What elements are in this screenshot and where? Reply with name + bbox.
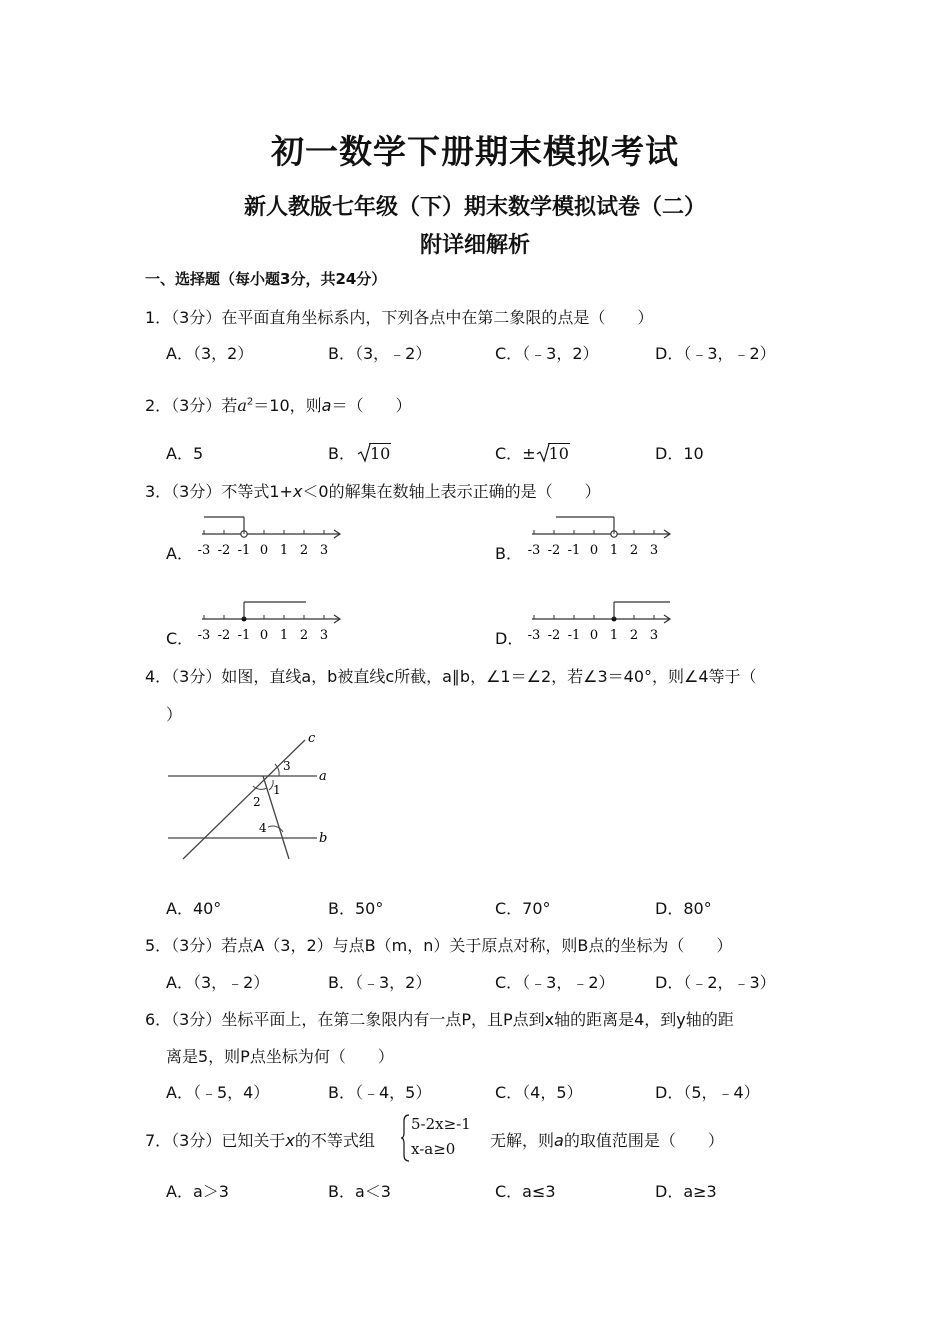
tick-label: -3 (197, 628, 211, 643)
question-7-suffix: 无解，则 (490, 1131, 555, 1150)
question-7-option-a: A．a＞3 (166, 1182, 229, 1201)
question-2-option-b (328, 441, 391, 464)
question-3-option-d: D． (495, 629, 524, 648)
label-c: c (308, 731, 316, 746)
tick-label: -2 (217, 628, 231, 643)
geometry-figure (165, 728, 340, 863)
question-7-prefix: 7．（3分）已知关于 (145, 1131, 286, 1150)
tick-label: 0 (589, 628, 599, 643)
question-3-option-a: A． (166, 544, 193, 563)
page-subtitle: 新人教版七年级（下）期末数学模拟试卷（二） (243, 194, 706, 220)
question-7-option-d: D．a≥3 (655, 1182, 717, 1201)
tick-label: -3 (527, 543, 541, 558)
question-2-option-c-label: C．± (495, 444, 536, 463)
question-1-option-c: C．（﹣3，2） (495, 344, 599, 363)
question-7-stem-end (490, 1128, 724, 1151)
question-1-option-d: D．（﹣3，﹣2） (655, 344, 776, 363)
sqrt-icon (536, 444, 570, 463)
question-2-radicand-b: 10 (369, 444, 391, 463)
tick-label: 1 (279, 628, 289, 643)
left-brace-icon (400, 1113, 410, 1163)
tick-label: -1 (567, 628, 581, 643)
question-2-option-d: D．10 (655, 444, 704, 463)
label-4: 4 (259, 821, 267, 835)
tick-label: -1 (567, 543, 581, 558)
number-line-b (520, 508, 680, 560)
page-title: 初一数学下册期末模拟考试 (271, 132, 679, 171)
question-3-option-c: C． (166, 629, 194, 648)
tick-label: 1 (609, 628, 619, 643)
question-4-stem-cont: ） (166, 705, 183, 724)
question-6-option-c: C．（4，5） (495, 1083, 583, 1102)
label-b: b (319, 831, 328, 846)
question-7-suffix2: 的取值范围是（ ） (563, 1131, 724, 1150)
question-2-stem (145, 393, 412, 416)
inequality-2: x-a≥0 (411, 1140, 456, 1158)
section-heading: 一、选择题（每小题3分，共24分） (145, 270, 387, 288)
tick-label: -1 (237, 628, 251, 643)
question-4-option-d: D．80° (655, 899, 712, 918)
question-7-mid: 的不等式组 (294, 1131, 375, 1150)
tick-label: -1 (237, 543, 251, 558)
sqrt-icon (357, 444, 391, 463)
question-5-option-d: D．（﹣2，﹣3） (655, 973, 776, 992)
number-line-d (520, 593, 680, 645)
question-4-option-b: B．50° (328, 899, 384, 918)
question-6-stem: 6．（3分）坐标平面上，在第二象限内有一点P，且P点到x轴的距离是4，到y轴的距 (145, 1010, 734, 1029)
question-5-option-b: B．（﹣3，2） (328, 973, 432, 992)
question-7-option-c: C．a≤3 (495, 1182, 556, 1201)
line-c (183, 740, 305, 859)
tick-label: -2 (547, 543, 561, 558)
question-3-var: x (292, 482, 303, 501)
question-2-var2: a (321, 396, 332, 415)
question-2-option-a: A．5 (166, 444, 204, 463)
question-3-suffix: ＜0的解集在数轴上表示正确的是（ ） (302, 482, 601, 501)
tick-label: 2 (299, 543, 309, 558)
label-1: 1 (273, 783, 281, 797)
label-a: a (319, 769, 327, 784)
question-6-stem-cont: 离是5，则P点坐标为何（ ） (166, 1047, 394, 1066)
tick-label: 3 (319, 628, 329, 643)
question-6-option-a: A．（﹣5，4） (166, 1083, 270, 1102)
tick-label: -2 (217, 543, 231, 558)
page-subtitle-2: 附详细解析 (419, 232, 530, 258)
question-5-stem: 5．（3分）若点A（3，2）与点B（m，n）关于原点对称，则B点的坐标为（ ） (145, 936, 733, 955)
question-1-stem: 1．（3分）在平面直角坐标系内，下列各点中在第二象限的点是（ ） (145, 308, 654, 327)
question-7-stem (145, 1128, 375, 1151)
tick-label: 1 (609, 543, 619, 558)
question-4-option-c: C．70° (495, 899, 551, 918)
question-4-option-a: A．40° (166, 899, 222, 918)
question-3-stem (145, 479, 601, 502)
question-1-option-a: A．（3，2） (166, 344, 254, 363)
question-5-option-a: A．（3，﹣2） (166, 973, 270, 992)
number-line-a (190, 508, 350, 560)
tick-label: -2 (547, 628, 561, 643)
question-2-prefix: 2．（3分）若 (145, 396, 238, 415)
question-6-option-b: B．（﹣4，5） (328, 1083, 432, 1102)
tick-label: 3 (649, 543, 659, 558)
question-4-stem: 4．（3分）如图，直线a，b被直线c所截，a∥b，∠1＝∠2，若∠3＝40°，则∠4等于（ (145, 667, 757, 686)
tick-label: 0 (589, 543, 599, 558)
number-line-c (190, 593, 350, 645)
question-2-mid: ＝10，则 (253, 396, 322, 415)
tick-label: 0 (259, 628, 269, 643)
question-5-option-c: C．（﹣3，﹣2） (495, 973, 615, 992)
question-2-suffix: ＝（ ） (331, 396, 412, 415)
question-2-option-b-label: B． (328, 444, 355, 463)
question-7-var: x (285, 1131, 295, 1150)
tick-label: 0 (259, 543, 269, 558)
question-2-option-c (495, 441, 570, 464)
inequality-1: 5-2x≥-1 (411, 1115, 471, 1133)
tick-label: 3 (319, 543, 329, 558)
tick-label: 2 (299, 628, 309, 643)
question-6-option-d: D．（5，﹣4） (655, 1083, 760, 1102)
tick-label: 2 (629, 543, 639, 558)
question-3-prefix: 3．（3分）不等式1+ (145, 482, 293, 501)
question-7-var2: a (554, 1131, 564, 1150)
label-2: 2 (253, 795, 261, 809)
question-2-radicand-c: 10 (548, 444, 569, 463)
question-2-var: a (237, 396, 247, 415)
tick-label: -3 (197, 543, 211, 558)
tick-label: 1 (279, 543, 289, 558)
question-1-option-b: B．（3，﹣2） (328, 344, 432, 363)
tick-label: 2 (629, 628, 639, 643)
question-7-option-b: B．a＜3 (328, 1182, 391, 1201)
tick-label: -3 (527, 628, 541, 643)
question-2-exponent: 2 (246, 396, 254, 408)
tick-label: 3 (649, 628, 659, 643)
question-3-option-b: B． (495, 544, 522, 563)
inequality-system (400, 1113, 496, 1163)
label-3: 3 (283, 759, 291, 773)
